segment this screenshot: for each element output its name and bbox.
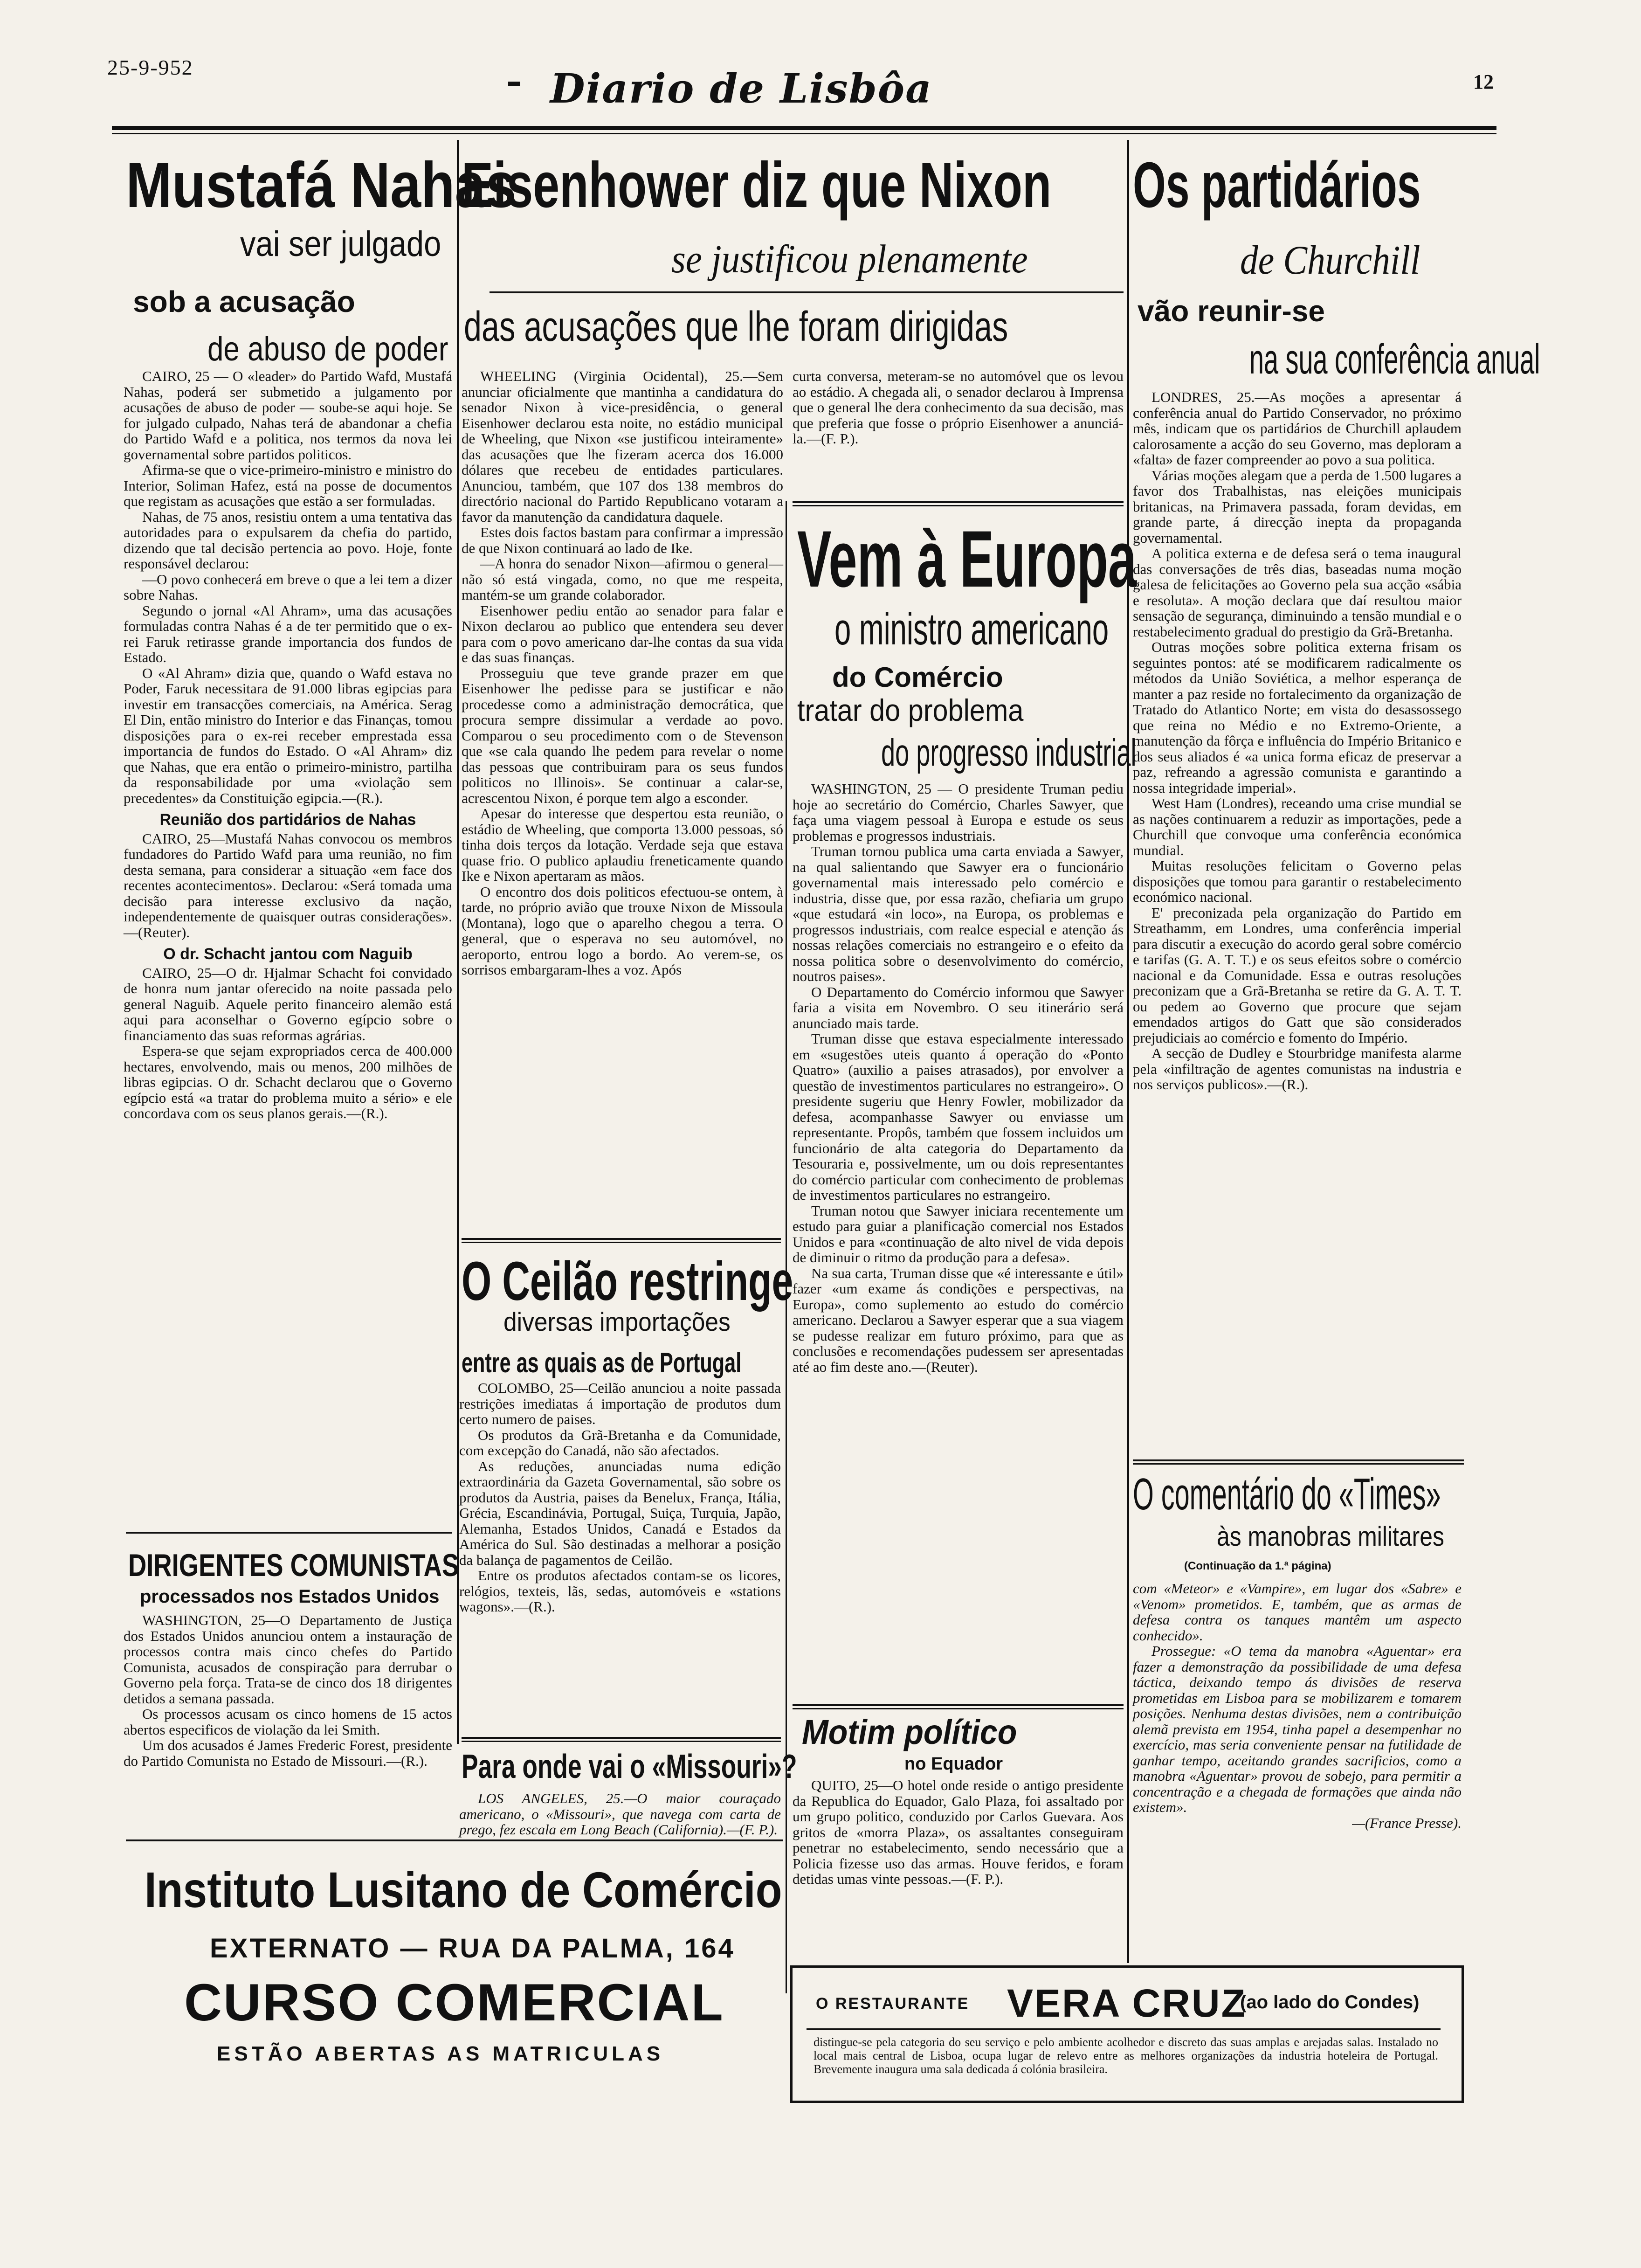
paragraph: West Ham (Londres), receando uma crise mundial se as nações continuarem a reduzir as importações, pede a Churchill que convoque uma conferência económica mundial. (1133, 795, 1462, 858)
headline-line-4: na sua conferência anual (1249, 336, 1540, 383)
section-rule (1133, 1463, 1464, 1465)
article-body (462, 368, 783, 978)
paragraph: QUITO, 25—O hotel onde reside o antigo presidente da Republica do Equador, Galo Plaza, foi assaltado por um grupo politico, conduzido por Carlos Guevara. Aos gritos de «morra Plaza», os assaltantes conseguiram penetrar no estabelecimento, sendo necessário que a Policia fizesse uso das armas. Houve feridos, e foram detidas umas vinte pessoas.—(F. P.). (793, 1777, 1124, 1887)
section-rule (793, 501, 1124, 503)
headline-line-3: entre as quais as de Portugal (462, 1347, 742, 1378)
paragraph: Espera-se que sejam expropriados cerca de 400.000 hectares, envolvendo, mais ou menos, 200 milhões de libras egipcias. O dr. Schacht declarou que o Governo egípcio está «a tratar do problema muito a sério» e ele concordava com os seus planos gerais.—(R.). (124, 1043, 452, 1121)
paragraph: Um dos acusados é James Frederic Forest, presidente do Partido Comunista no Estado de Missouri.—(R.). (124, 1737, 452, 1769)
headline-line-4: de abuso de poder (207, 331, 448, 368)
headline-line-2: se justificou plenamente (671, 236, 1028, 281)
ad-divider (807, 2028, 1441, 2030)
headline-line-3: sob a acusação (133, 285, 355, 318)
headline-line-4: tratar do problema (797, 693, 1024, 727)
paragraph: com «Meteor» e «Vampire», em lugar dos «Sabre» e «Venom» prometidos. E, também, que as armas de defesa contra os tanques mantêm um aspecto conhecido». (1133, 1580, 1462, 1644)
paragraph: WHEELING (Virginia Ocidental), 25.—Sem anunciar oficialmente que mantinha a candidatura do senador Nixon à vice-presidência, o general Eisenhower declarou esta noite, no estádio municipal de Wheeling, que Nixon «se justificou inteiramente» das acusações que lhe fizeram acerca dos 16.000 dólares que recebeu de entidades particulares. Anunciou, também, que 107 dos 138 membros do directório nacional do Partido Republicano votaram a favor da manutenção da candidatura daquele. (462, 368, 783, 525)
article-body (124, 368, 452, 1121)
paragraph: Estes dois factos bastam para confirmar a impressão de que Nixon continuará ao lado de Ike. (462, 524, 783, 556)
paragraph: CAIRO, 25 — O «leader» do Partido Wafd, Mustafá Nahas, poderá ser submetido a julgamento por acusações de abuso de poder — soube-se aqui hoje. Se for julgado culpado, Nahas terá de abandonar a chefia do Partido Wafd e a politica, nos termos da nova lei governamental sobre partidos politicos. (124, 368, 452, 463)
headline: O Ceilão restringe (462, 1251, 793, 1312)
headline: Mustafá Nahas (126, 149, 517, 221)
continuation-note: (Continuação da 1.ª página) (1184, 1560, 1331, 1572)
masthead-ornament (508, 82, 520, 86)
headline-line-5: do progresso industrial (881, 732, 1137, 774)
article-body (793, 781, 1124, 1375)
paragraph: Prosseguiu que teve grande prazer em que Eisenhower lhe pedisse para se justificar e não procedesse como a administração democrática, que procura sempre dissimular a verdade ao povo. Comparou o seu procedimento com o de Stevenson que «se cala quando lhe pedem para revelar o nome das pessoas que contribuiram para os seus fundos politicos no Illinois». Se continuar a calar-se, acrescentou Nixon, é porque tem algo a esconder. (462, 664, 783, 806)
paragraph: Segundo o jornal «Al Ahram», uma das acusações formuladas contra Nahas é a de ter permitido que o ex-rei Faruk retirasse grande importancia dos fundos de Estado. (124, 602, 452, 665)
paragraph: Os processos acusam os cinco homens de 15 actos abertos especificos de violação da lei Smith. (124, 1706, 452, 1738)
article-body (1133, 389, 1462, 1093)
section-rule (793, 1704, 1124, 1706)
page-number: 12 (1473, 70, 1494, 93)
headline: Vem à Europa (797, 514, 1137, 604)
paragraph: —(France Presse). (1352, 1814, 1462, 1831)
paragraph: LONDRES, 25.—As moções a apresentar á conferência anual do Partido Conservador, no próximo mês, indicam que os partidários de Churchill aplaudem calorosamente a acção do seu Governo, mas deploram a «falta» de fazer compreender ao povo a sua politica. (1133, 389, 1462, 468)
paragraph: Prossegue: «O tema da manobra «Aguentar» era fazer a demonstração da possibilidade de uma defesa táctica, deixando tempo ás divisões de reserva prometidas em Lisboa para se mobilizarem e tomarem posições. Nenhuma destas divisões, nem a contribuição alemã prevista em 1954, tinha papel a desempenhar no exercício, mas seria conveniente pensar na futilidade de ganhar tempo, aceitando grandes sacrificios, como a manobra «Aguentar» provou de sobejo, para permitir a concentração e a chegada de formações que ainda não existem». (1133, 1643, 1462, 1815)
paragraph: curta conversa, meteram-se no automóvel que os levou ao estádio. A chegada ali, o senador declarou à Imprensa que o general lhe dera conhecimento da sua decisão, mas que preferia que fosse o próprio Eisenhower a anunciá-la.—(F. P.). (793, 368, 1124, 447)
ad-restaurant-location: (ao lado do Condes) (1240, 1992, 1420, 2012)
ad-restaurant-pre: O RESTAURANTE (816, 1995, 970, 2012)
issue-date: 25-9-952 (107, 55, 193, 79)
masthead-rule (112, 126, 1496, 130)
paragraph: Truman notou que Sawyer iniciara recentemente um estudo para guiar a planificação comercial nos Estados Unidos e para «continuação de alto nivel de vida depois de diminuir o ritmo da produção para a defesa». (793, 1202, 1124, 1265)
article-body (793, 1777, 1124, 1887)
paragraph: A politica externa e de defesa será o tema inaugural das conversações de três dias, baseadas numa moção galesa de felicitações ao Governo pela sua acção «sábia e resoluta». A moção declara que daí resultou maior sensação de segurança, diminuindo a tensão mundial e o restabelecimento gradual do prestigio da Grã-Bretanha. (1133, 545, 1462, 640)
section-rule (126, 1839, 783, 1841)
column-divider (457, 140, 459, 1744)
column-divider (1127, 140, 1129, 1963)
headline: Os partidários (1133, 149, 1421, 221)
headline-line-3: das acusações que lhe foram dirigidas (464, 304, 1008, 350)
section-rule (126, 1532, 452, 1534)
paragraph: Apesar do interesse que despertou esta reunião, o estádio de Wheeling, que comporta 13.000 pessoas, só tinha dois terços da lotação. Verdade seja que estava quase frio. O publico aplaudiu freneticamente quando Ike e Nixon apertaram as mãos. (462, 805, 783, 884)
subheading: O dr. Schacht jantou com Naguib (163, 945, 413, 963)
article-body-continued (793, 368, 1124, 447)
section-rule (1133, 1459, 1464, 1461)
headline-line-2: o ministro americano (834, 604, 1109, 654)
paragraph: CAIRO, 25—Mustafá Nahas convocou os membros fundadores do Partido Wafd para uma reunião, no fim desta semana, para considerar a situação «em face dos recentes acontecimentos». Declarou: «Será tomada uma decisão para interesse exclusivo da nação, independentemente de quaisquer outras considerações». —(Reuter). (124, 830, 452, 940)
paragraph: O Departamento do Comércio informou que Sawyer faria a visita em Novembro. O seu itinerário será anunciado mais tarde. (793, 983, 1124, 1031)
article-body (459, 1380, 781, 1615)
subheading: Reunião dos partidários de Nahas (159, 811, 416, 829)
article-body (459, 1791, 781, 1838)
headline-line-2: de Churchill (1240, 238, 1420, 283)
section-rule (793, 505, 1124, 506)
headline-line-2: no Equador (904, 1754, 1003, 1774)
ad-enrollment-note: ESTÃO ABERTAS AS MATRICULAS (217, 2042, 664, 2065)
paragraph: —A honra do senador Nixon—afirmou o general—não só está vingada, como, no que me respeita, mantém-se um grande colaborador. (462, 555, 783, 603)
paragraph: Afirma-se que o vice-primeiro-ministro e ministro do Interior, Soliman Hafez, está na posse de documentos que registam as acusações que estão a ser formuladas. (124, 462, 452, 509)
ad-restaurant-text: distingue-se pela categoria do seu serviço e pelo ambiente acolhedor e discreto das suas amplas e arejadas salas. Instalado no local mais central de Lisboa, ocupa lugar de relevo entre as melhores organizações da industria hoteleira de Portugal. Brevemente inaugura uma sala dedicada á colónia brasileira. (814, 2035, 1438, 2076)
ad-address: EXTERNATO — RUA DA PALMA, 164 (210, 1933, 735, 1964)
article-body (1133, 1581, 1462, 1831)
headline-line-2: diversas importações (503, 1307, 731, 1336)
paragraph: A secção de Dudley e Stourbridge manifesta alarme pela «infiltração de agentes comunistas na industria e nos serviços publicos».—(R.). (1133, 1045, 1462, 1093)
article-body (124, 1612, 452, 1769)
section-rule (462, 1242, 781, 1243)
paragraph: Truman disse que estava especialmente interessado em «sugestões uteis quanto á operação do «Ponto Quatro» (auxilio a paises atrasados), por envolver a questão de investimentos particulares no estrangeiro». O presidente sugeriu que Henry Fowler, mobilizador da defesa, acompanhasse Sawyer ou enviasse um representante. Propôs, também que fossem incluidos um funcionário de alta categoria do Departamento da Tesouraria e, possivelmente, um ou dois representantes do comércio particular com conhecimento de problemas de investimentos particulares no estrangeiro. (793, 1030, 1124, 1203)
headline-line-2: às manobras militares (1217, 1521, 1444, 1552)
paragraph: Truman tornou publica uma carta enviada a Sawyer, na qual salientando que Sawyer era o funcionário governamental mais interessado pelo comércio e industria, disse que, por essa razão, chefiaria um grupo «que estudará «in loco», na Europa, os problemas e progressos industriais, com realce especial e atenção ás nossas relações comerciais no estrangeiro e o efeito da nossa politica sobre o desenvolvimento do comércio, noutros paises». (793, 843, 1124, 984)
headline: O comentário do «Times» (1133, 1469, 1441, 1519)
paragraph: Os produtos da Grã-Bretanha e da Comunidade, com excepção do Canadá, não são afectados. (459, 1426, 781, 1459)
headline-rule (490, 291, 1124, 293)
paragraph: Na sua carta, Truman disse que «é interessante e útil» fazer «um exame ás condições e perspectivas, na Europa», como suplemento ao estudo do comércio americano. Declarou a Sawyer esperar que a sua viagem se pudesse realizar em futuro próximo, para que as conclusões e recomendações pudessem ser apresentadas até ao fim deste ano.—(Reuter). (793, 1265, 1124, 1375)
paragraph: As reduções, anunciadas numa edição extraordinária da Gazeta Governamental, são sobre os produtos da Austria, paises da Benelux, França, Itália, Grécia, Escandinávia, Portugal, Suiça, Turquia, Japão, Alemanha, Estados Unidos, Canadá e Estados da América do Sul. São destinadas a melhorar a posição da balança de pagamentos de Ceilão. (459, 1458, 781, 1568)
ad-vera-cruz (790, 1965, 1464, 2103)
paragraph: LOS ANGELES, 25.—O maior couraçado americano, o «Missouri», que navega com carta de prego, fez escala em Long Beach (California).—(F. P.). (459, 1790, 781, 1838)
paragraph: Nahas, de 75 anos, resistiu ontem a uma tentativa das autoridades para o expulsarem da chefia do partido, dizendo que tal decisão pertencia ao povo. Hoje, fonte responsável declarou: (124, 508, 452, 572)
paragraph: CAIRO, 25—O dr. Hjalmar Schacht foi convidado de honra num jantar oferecido na noite passada pelo general Naguib. Aquele perito financeiro alemão está aqui para aconselhar o Governo egípcio sobre o financiamento das suas reformas agrárias. (124, 964, 452, 1044)
paragraph: O encontro dos dois politicos efectuou-se ontem, à tarde, no próprio avião que trouxe Nixon de Missoula (Montana), logo que o aparelho chegou a terra. O general, que o esperava no seu automóvel, no aeroporto, entrou logo a bordo. Ao verem-se, os sorrisos embargaram-lhes a voz. Após (462, 883, 783, 978)
paragraph: Eisenhower pediu então ao senador para falar e Nixon declarou ao publico que entendera seu dever para com o povo americano dar-lhe contas da sua vida e das suas finanças. (462, 602, 783, 665)
paragraph: Várias moções alegam que a perda de 1.500 lugares a favor dos Trabalhistas, nas eleições municipais britanicas, na Primavera passada, foram devidas, em grande parte, á direcção inepta da propaganda governamental. (1133, 467, 1462, 546)
ad-instituto-lusitano (131, 1846, 783, 2101)
paragraph: Muitas resoluções felicitam o Governo pelas disposições que tomou para garantir o restabelecimento económico nacional. (1133, 857, 1462, 905)
section-rule (462, 1737, 781, 1739)
headline: Motim político (802, 1713, 1017, 1751)
section-rule (462, 1741, 781, 1742)
headline-line-2: vai ser julgado (240, 224, 441, 264)
paragraph: —O povo conhecerá em breve o que a lei tem a dizer sobre Nahas. (124, 571, 452, 603)
headline: Eisenhower diz que Nixon (462, 149, 1052, 221)
ad-restaurant-name: VERA CRUZ (1007, 1981, 1247, 2025)
paragraph: Entre os produtos afectados contam-se os licores, relógios, texteis, lãs, sedas, automóveis e «stations wagons».—(R.). (459, 1567, 781, 1615)
paragraph: COLOMBO, 25—Ceilão anunciou a noite passada restrições imediatas á importação de produtos dum certo numero de paises. (459, 1380, 781, 1427)
paragraph: WASHINGTON, 25—O Departamento de Justiça dos Estados Unidos anunciou ontem a instauração de processos contra mais cinco chefes do Partido Comunista, acusados de conspiração para derrubar o Governo pela força. Trata-se de cinco dos 18 dirigentes detidos a semana passada. (124, 1612, 452, 1707)
ad-course: CURSO COMERCIAL (184, 1973, 724, 2032)
newspaper-title: Diario de Lisbôa (550, 65, 932, 112)
headline-line-3: do Comércio (832, 662, 1003, 693)
headline-line-2: processados nos Estados Unidos (140, 1586, 440, 1607)
headline: Para onde vai o «Missouri»? (462, 1748, 797, 1785)
paragraph: E' preconizada pela organização do Partido em Streathamm, em Londres, uma conferência imperial para discutir a execução do acordo geral sobre comércio e tarifas (G. A. T. T.) e os seus efeitos sobre o comércio nacional e da Comunidade. Essa e outras resoluções preconizam que a Grã-Bretanha se retire da G. A. T. T. ou pedem ao Governo que procure que sejam emendados artigos do Gatt que são considerados prejudiciais ao comércio e fomento do Império. (1133, 904, 1462, 1046)
ad-school-name: Instituto Lusitano de Comércio (145, 1861, 782, 1918)
headline: DIRIGENTES COMUNISTAS (128, 1548, 459, 1583)
masthead-rule-thin (112, 133, 1496, 134)
headline-line-3: vão reunir-se (1138, 294, 1325, 328)
paragraph: O «Al Ahram» dizia que, quando o Wafd estava no Poder, Faruk necessitara de 91.000 libras egipcias para investir em transacções comerciais, na América. Serag El Din, então ministro do Interior e das Finanças, tomou disposições para o ex-rei receber emprestada essa importancia de fundos do Estado. O «Al Ahram» diz que Nahas, que era então o primeiro-ministro, partilha da responsabilidade por uma «violação sem precedentes» da Constituição egipcia.—(R.). (124, 664, 452, 806)
section-rule (462, 1238, 781, 1240)
paragraph: Outras moções sobre politica externa frisam os seguintes pontos: até se modificarem radicalmente os métodos da União Soviética, a melhor esperança de manter a paz reside no fortalecimento da organização de Tratado do Atlantico Norte; em vista do desassossego que reina no Médio e no Extremo-Oriente, a manutenção da fôrça e influência do Império Britanico e dos seus aliados é «a unica forma eficaz de preservar a paz, refreando a agressão comunista e garantindo a nossa integridade imperial». (1133, 639, 1462, 796)
paragraph: WASHINGTON, 25 — O presidente Truman pediu hoje ao secretário do Comércio, Charles Sawyer, que faça uma viagem pessoal à Europa e estude os seus problemas e progressos industriais. (793, 781, 1124, 844)
section-rule (793, 1708, 1124, 1709)
